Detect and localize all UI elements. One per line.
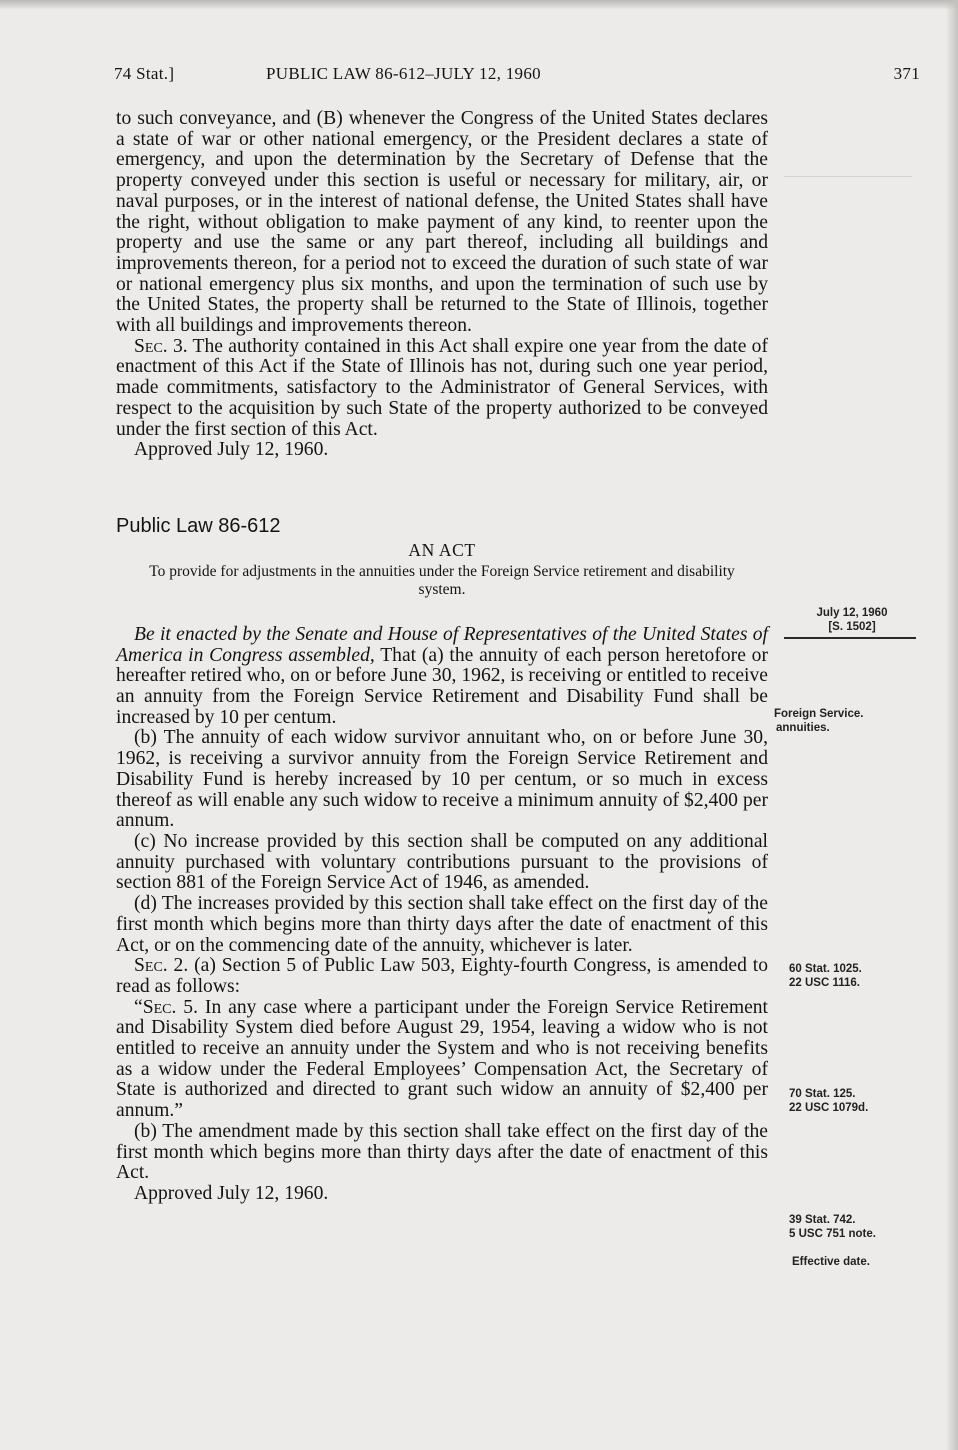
- paragraph-b: (b) The annuity of each widow survivor annuitant who, on or before June 30, 1962, is receiving a survivor annuity from the Foreign Service Retirement and Disability Fund is hereby increased by 10 per centum, or so much in excess thereof as will enable any such widow to receive a minimum annuity of $2,400 per annum.: [116, 727, 768, 832]
- margin-rule: [784, 637, 916, 639]
- section-3-paragraph: [116, 337, 768, 441]
- paragraph-a: [116, 625, 768, 729]
- margin-fs-line2: annuities.: [776, 722, 830, 734]
- section-label: Sec. 3.: [134, 335, 188, 357]
- open-quote: “: [134, 996, 143, 1018]
- public-law-title: Public Law 86-612: [116, 514, 281, 537]
- approved-line-1: Approved July 12, 1960.: [134, 439, 329, 461]
- margin-note-39-stat: [789, 1213, 929, 1241]
- section-label: Sec. 2.: [134, 955, 189, 977]
- section-2-paragraph: [116, 956, 768, 997]
- continued-paragraph: to such conveyance, and (B) whenever the Congress of the United States declares a state of war or other national emergency, or the President declares a state of emergency, and upon the determination by the Secretary of Defense that the property conveyed under this section is useful or necessary for military, air, or naval purposes, or in the interest of national defense, the United States shall have the right, without obligation to make payment of any kind, to reenter upon the property and use the same or any part thereof, including all buildings and improvements thereon, for a period not to exceed the duration of such state of war or national emergency plus six months, and upon the termination of such use by the United States, the property shall be returned to the State of Illinois, together with all buildings and improvements thereon.: [116, 108, 768, 337]
- margin-fs-line1: Foreign Service.: [774, 708, 864, 720]
- section-2-b: (b) The amendment made by this section shall take effect on the first day of the first month which begins more than thirty days after the date of enactment of this Act.: [116, 1120, 768, 1184]
- margin-70-line2: 22 USC 1079d.: [789, 1102, 869, 1114]
- margin-bill: [S. 1502]: [828, 621, 876, 633]
- header-stat-ref: 74 Stat.]: [114, 64, 175, 83]
- margin-39-line1: 39 Stat. 742.: [789, 1214, 856, 1226]
- section-3-text: The authority contained in this Act shall expire one year from the date of enactment of this Act if the State of Illinois has not, during such one year period, made commitments, satisfactory to the Administrator of General Services, with respect to the acquisition by such State of the property authorized to be conveyed under the first section of this Act.: [116, 335, 768, 440]
- act-purpose: To provide for adjustments in the annuities under the Foreign Service retirement and disability system.: [149, 562, 735, 598]
- paragraph-a-text: That (a) the annuity of each person heretofore or hereafter retired who, on or before June 30, 1962, is receiving or entitled to receive an annuity from the Foreign Service Retirement and Disability Fund shall be increased by 10 per centum.: [116, 644, 768, 728]
- faded-margin-rule: [784, 176, 912, 177]
- margin-39-line2: 5 USC 751 note.: [789, 1228, 876, 1240]
- margin-70-line1: 70 Stat. 125.: [789, 1088, 856, 1100]
- margin-note-70-stat: [789, 1087, 929, 1115]
- quoted-section-5: [116, 998, 768, 1122]
- margin-60-line1: 60 Stat. 1025.: [789, 963, 862, 975]
- margin-note-date: [788, 606, 916, 634]
- approved-line-2: Approved July 12, 1960.: [134, 1182, 329, 1204]
- enacting-clause: Be it enacted by the Senate and House of Representatives of the United States of America in Congress assembled,: [116, 623, 768, 666]
- section-label: Sec. 5.: [142, 996, 198, 1018]
- margin-60-line2: 22 USC 1116.: [789, 977, 860, 989]
- margin-note-foreign-service: [774, 707, 924, 735]
- margin-date: July 12, 1960: [816, 607, 888, 619]
- paragraph-d: (d) The increases provided by this section shall take effect on the first day of the first month which begins more than thirty days after the date of enactment of this Act, or on the commencing date of the annuity, whichever is later.: [116, 893, 768, 956]
- section-2-text: (a) Section 5 of Public Law 503, Eighty-fourth Congress, is amended to read as follows:: [116, 955, 768, 997]
- paragraph-c: (c) No increase provided by this section shall be computed on any additional annuity purchased with voluntary contributions pursuant to the provisions of section 881 of the Foreign Service Act of 1946, as amended.: [116, 830, 768, 894]
- act-label: AN ACT: [408, 539, 476, 560]
- margin-note-effective-date: Effective date.: [792, 1256, 870, 1268]
- header-title: PUBLIC LAW 86-612–JULY 12, 1960: [266, 64, 541, 83]
- page-number: 371: [893, 64, 920, 83]
- margin-note-60-stat: [789, 962, 929, 990]
- quoted-section-text: In any case where a participant under the Foreign Service Retirement and Disability System died before August 29, 1954, leaving a widow who is not entitled to receive an annuity under the System and who is not receiving benefits as a widow under the Federal Employees’ Compensation Act, the Secretary of State is authorized and directed to grant such widow an annuity of $2,400 per annum.”: [116, 996, 769, 1122]
- main-text: [116, 109, 768, 1205]
